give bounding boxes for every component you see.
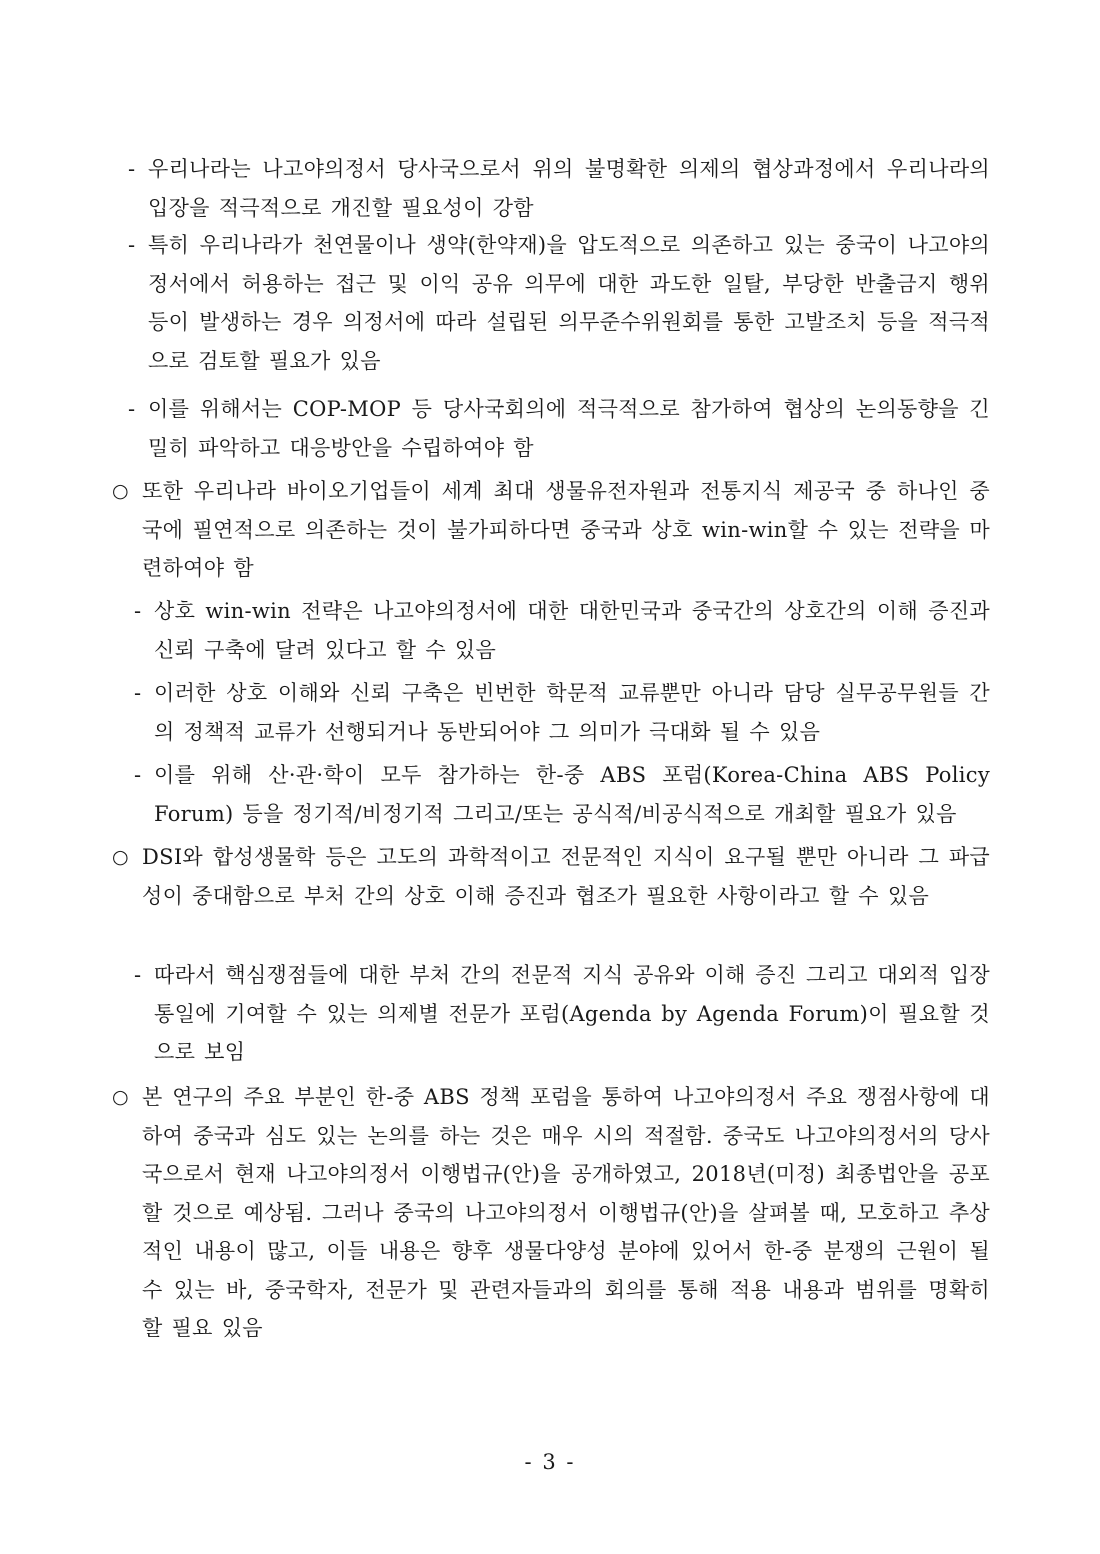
dash-item-7 xyxy=(134,956,990,1072)
dash-item-4 xyxy=(134,592,990,669)
circle-marker: ○ xyxy=(112,480,129,502)
dash-item-text: 우리나라는 나고야의정서 당사국으로서 위의 불명확한 의제의 협상과정에서 우리나라의 입장을 적극적으로 개진할 필요성이 강함 xyxy=(148,157,990,220)
circle-item-text: 또한 우리나라 바이오기업들이 세계 최대 생물유전자원과 전통지식 제공국 중 하나인 중국에 필연적으로 의존하는 것이 불가피하다면 중국과 상호 win-win할 수 있는 전략을 마련하여야 함 xyxy=(142,479,990,580)
dash-marker: - xyxy=(134,763,142,787)
dash-item-text: 이러한 상호 이해와 신뢰 구축은 빈번한 학문적 교류뿐만 아니라 담당 실무공무원들 간의 정책적 교류가 선행되거나 동반되어야 그 의미가 극대화 될 수 있음 xyxy=(154,681,990,744)
dash-item-text: 특히 우리나라가 천연물이나 생약(한약재)을 압도적으로 의존하고 있는 중국이 나고야의정서에서 허용하는 접근 및 이익 공유 의무에 대한 과도한 일탈, 부당한 반출금지 행위 등이 발생하는 경우 의정서에 따라 설립된 의무준수위원회를 통한 고발조치 등을 적극적으로 검토할 필요가 있음 xyxy=(148,233,990,373)
dash-item-1 xyxy=(128,150,990,227)
circle-marker: ○ xyxy=(112,846,129,868)
dash-marker: - xyxy=(128,397,136,421)
dash-marker: - xyxy=(128,157,136,181)
circle-item-3 xyxy=(112,1078,990,1348)
dash-marker: - xyxy=(134,599,142,623)
dash-marker: - xyxy=(128,233,136,257)
circle-item-1 xyxy=(112,472,990,588)
dash-marker: - xyxy=(134,963,142,987)
dash-item-text: 이를 위해서는 COP-MOP 등 당사국회의에 적극적으로 참가하여 협상의 논의동향을 긴밀히 파악하고 대응방안을 수립하여야 함 xyxy=(148,397,990,460)
dash-item-2 xyxy=(128,226,990,380)
page-number: - 3 - xyxy=(524,1450,576,1474)
dash-item-5 xyxy=(134,674,990,751)
dash-marker: - xyxy=(134,681,142,705)
dash-item-text: 따라서 핵심쟁점들에 대한 부처 간의 전문적 지식 공유와 이해 증진 그리고 대외적 입장 통일에 기여할 수 있는 의제별 전문가 포럼(Agenda by Agenda Forum)이 필요할 것으로 보임 xyxy=(154,963,990,1064)
circle-marker: ○ xyxy=(112,1086,129,1108)
circle-item-2 xyxy=(112,838,990,915)
dash-item-text: 이를 위해 산·관·학이 모두 참가하는 한-중 ABS 포럼(Korea-China ABS Policy Forum) 등을 정기적/비정기적 그리고/또는 공식적/비공식적으로 개최할 필요가 있음 xyxy=(154,763,990,826)
dash-item-text: 상호 win-win 전략은 나고야의정서에 대한 대한민국과 중국간의 상호간의 이해 증진과 신뢰 구축에 달려 있다고 할 수 있음 xyxy=(154,599,990,662)
dash-item-6 xyxy=(134,756,990,833)
circle-item-text: DSI와 합성생물학 등은 고도의 과학적이고 전문적인 지식이 요구될 뿐만 아니라 그 파급성이 중대함으로 부처 간의 상호 이해 증진과 협조가 필요한 사항이라고 할 수 있음 xyxy=(142,845,990,908)
dash-item-3 xyxy=(128,390,990,467)
circle-item-text: 본 연구의 주요 부분인 한-중 ABS 정책 포럼을 통하여 나고야의정서 주요 쟁점사항에 대하여 중국과 심도 있는 논의를 하는 것은 매우 시의 적절함. 중국도 나고야의정서의 당사국으로서 현재 나고야의정서 이행법규(안)을 공개하였고, 2018년(미정) 최종법안을 공포할 것으로 예상됨. 그러나 중국의 나고야의정서 이행법규(안)을 살펴볼 때, 모호하고 추상적인 내용이 많고, 이들 내용은 향후 생물다양성 분야에 있어서 한-중 분쟁의 근원이 될 수 있는 바, 중국학자, 전문가 및 관련자들과의 회의를 통해 적용 내용과 범위를 명확히 할 필요 있음 xyxy=(142,1085,990,1340)
